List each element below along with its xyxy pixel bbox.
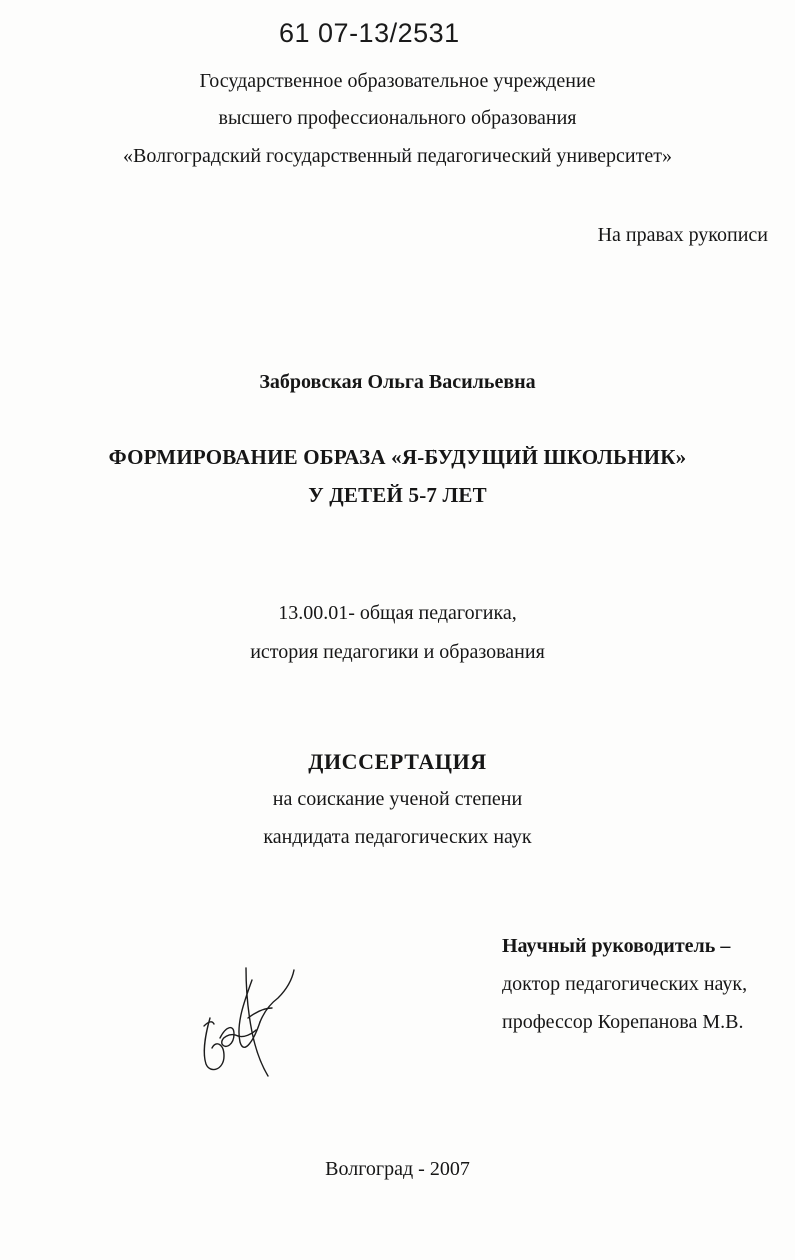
degree-line-1: на соискание ученой степени: [272, 788, 523, 810]
document-type: ДИССЕРТАЦИЯ: [308, 749, 487, 774]
author-name: Забровская Ольга Васильевна: [259, 371, 536, 393]
supervisor-heading: Научный руководитель –: [502, 935, 731, 957]
city-year: Волгоград - 2007: [325, 1158, 470, 1180]
degree-line-2: кандидата педагогических наук: [263, 826, 532, 848]
manuscript-rights-note: На правах рукописи: [597, 224, 768, 246]
supervisor-degree: доктор педагогических наук,: [502, 973, 748, 995]
specialty-line-1: 13.00.01- общая педагогика,: [278, 602, 517, 624]
registration-stamp: 61 07-13/2531: [279, 18, 460, 48]
institution-line-2: высшего профессионального образования: [218, 107, 577, 129]
dissertation-title-line-2: У ДЕТЕЙ 5-7 ЛЕТ: [308, 483, 487, 507]
institution-line-1: Государственное образовательное учреждение: [199, 70, 596, 92]
handwritten-signature: [190, 960, 310, 1080]
supervisor-name: профессор Корепанова М.В.: [502, 1011, 744, 1033]
institution-line-3: «Волгоградский государственный педагогический университет»: [123, 145, 672, 167]
dissertation-title-line-1: ФОРМИРОВАНИЕ ОБРАЗА «Я-БУДУЩИЙ ШКОЛЬНИК»: [108, 445, 687, 469]
specialty-line-2: история педагогики и образования: [250, 641, 545, 663]
